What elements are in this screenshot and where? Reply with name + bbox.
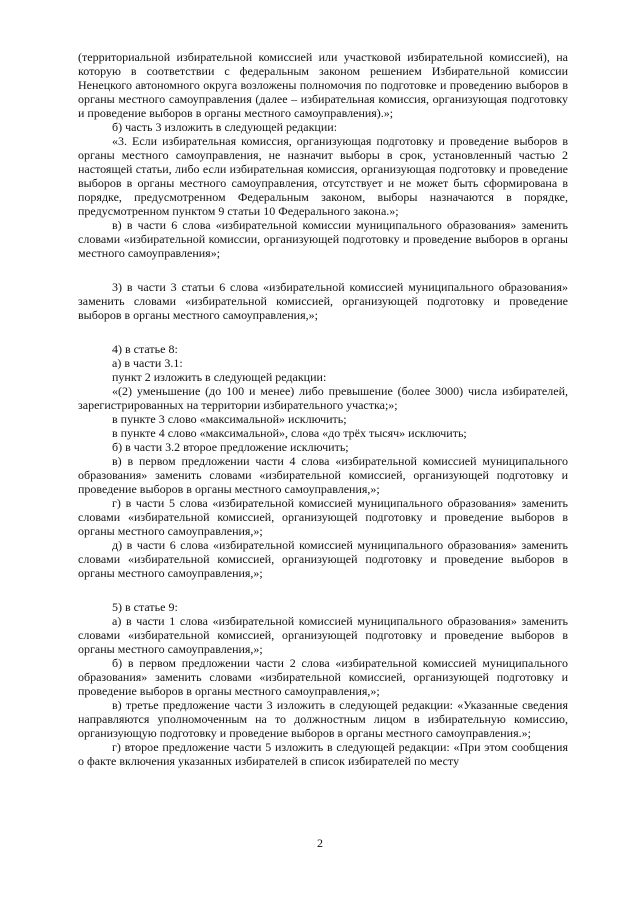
paragraph-item-b-part3-2: б) в части 3.2 второе предложение исключить; bbox=[112, 440, 349, 454]
paragraph-point2-edit: пункт 2 изложить в следующей редакции: bbox=[112, 370, 327, 384]
paragraph-continuation: (территориальной избирательной комиссией или участковой избирательной комиссией), на которую в соответствии с федеральным законом решением Избирательной комиссии Ненецкого автономного округа возложены полномочия по подготовке и проведению выборов в органы местного самоуправления (далее – избирательная комиссия, организующая подготовку и проведение выборов в органы местного самоуправления).»; bbox=[78, 50, 568, 120]
paragraph-gap bbox=[78, 580, 568, 600]
paragraph-item-5-article9: 5) в статье 9: bbox=[112, 600, 178, 614]
document-page bbox=[78, 50, 568, 768]
paragraph-point4: в пункте 4 слово «максимальной», слова «до трёх тысяч» исключить; bbox=[112, 426, 467, 440]
paragraph-item-3-article6: 3) в части 3 статьи 6 слова «избирательной комиссией муниципального образования» заменить словами «избирательной комиссией, организующей подготовку и проведение выборов в органы местного самоуправления,»; bbox=[78, 280, 568, 322]
paragraph-item-4-article8: 4) в статье 8: bbox=[112, 342, 178, 356]
paragraph-quoted-point2: «(2) уменьшение (до 100 и менее) либо превышение (более 3000) числа избирателей, зарегистрированных на территории избирательного участка;»; bbox=[78, 384, 568, 412]
paragraph-item-g-part5: г) в части 5 слова «избирательной комиссией муниципального образования» заменить словами «избирательной комиссией, организующей подготовку и проведение выборов в органы местного самоуправления,»; bbox=[78, 496, 568, 538]
page-number: 2 bbox=[317, 836, 323, 850]
paragraph-gap bbox=[78, 260, 568, 280]
paragraph-quoted-part3: «3. Если избирательная комиссия, организующая подготовку и проведение выборов в органы местного самоуправления, не назначит выборы в срок, установленный частью 2 настоящей статьи, либо если избирательная комиссия, организующая подготовку и проведение выборов в органы местного самоуправления, отсутствует и не может быть сформирована в порядке, предусмотренном Федеральным законом, выборы назначаются в порядке, предусмотренном пунктом 9 статьи 10 Федерального закона.»; bbox=[78, 134, 568, 218]
paragraph-item-d-part6: д) в части 6 слова «избирательной комиссией муниципального образования» заменить словами «избирательной комиссией, организующей подготовку и проведение выборов в органы местного самоуправления,»; bbox=[78, 538, 568, 580]
paragraph-item-b-part3: б) часть 3 изложить в следующей редакции: bbox=[112, 120, 338, 134]
paragraph-point3: в пункте 3 слово «максимальной» исключить; bbox=[112, 412, 347, 426]
paragraph-item-a-part3-1: а) в части 3.1: bbox=[112, 356, 183, 370]
paragraph-item-g-part5-art9: г) второе предложение части 5 изложить в следующей редакции: «При этом сообщения о факте включения указанных избирателей в список избирателей по месту bbox=[78, 740, 568, 768]
paragraph-gap bbox=[78, 322, 568, 342]
paragraph-item-b-part2: б) в первом предложении части 2 слова «избирательной комиссией муниципального образования» заменить словами «избирательной комиссией, организующей подготовку и проведение выборов в органы местного самоуправления,»; bbox=[78, 656, 568, 698]
paragraph-item-a-part1: а) в части 1 слова «избирательной комиссией муниципального образования» заменить словами «избирательной комиссией, организующей подготовку и проведение выборов в органы местного самоуправления,»; bbox=[78, 614, 568, 656]
paragraph-item-v-part3: в) третье предложение части 3 изложить в следующей редакции: «Указанные сведения направляются уполномоченным на то должностным лицом в избирательную комиссию, организующую подготовку и проведение выборов в органы местного самоуправления.»; bbox=[78, 698, 568, 740]
paragraph-item-v-part4: в) в первом предложении части 4 слова «избирательной комиссией муниципального образования» заменить словами «избирательной комиссией, организующей подготовку и проведение выборов в органы местного самоуправления,»; bbox=[78, 454, 568, 496]
paragraph-item-v-part6: в) в части 6 слова «избирательной комиссии муниципального образования» заменить словами «избирательной комиссии, организующей подготовку и проведение выборов в органы местного самоуправления»; bbox=[78, 218, 568, 260]
